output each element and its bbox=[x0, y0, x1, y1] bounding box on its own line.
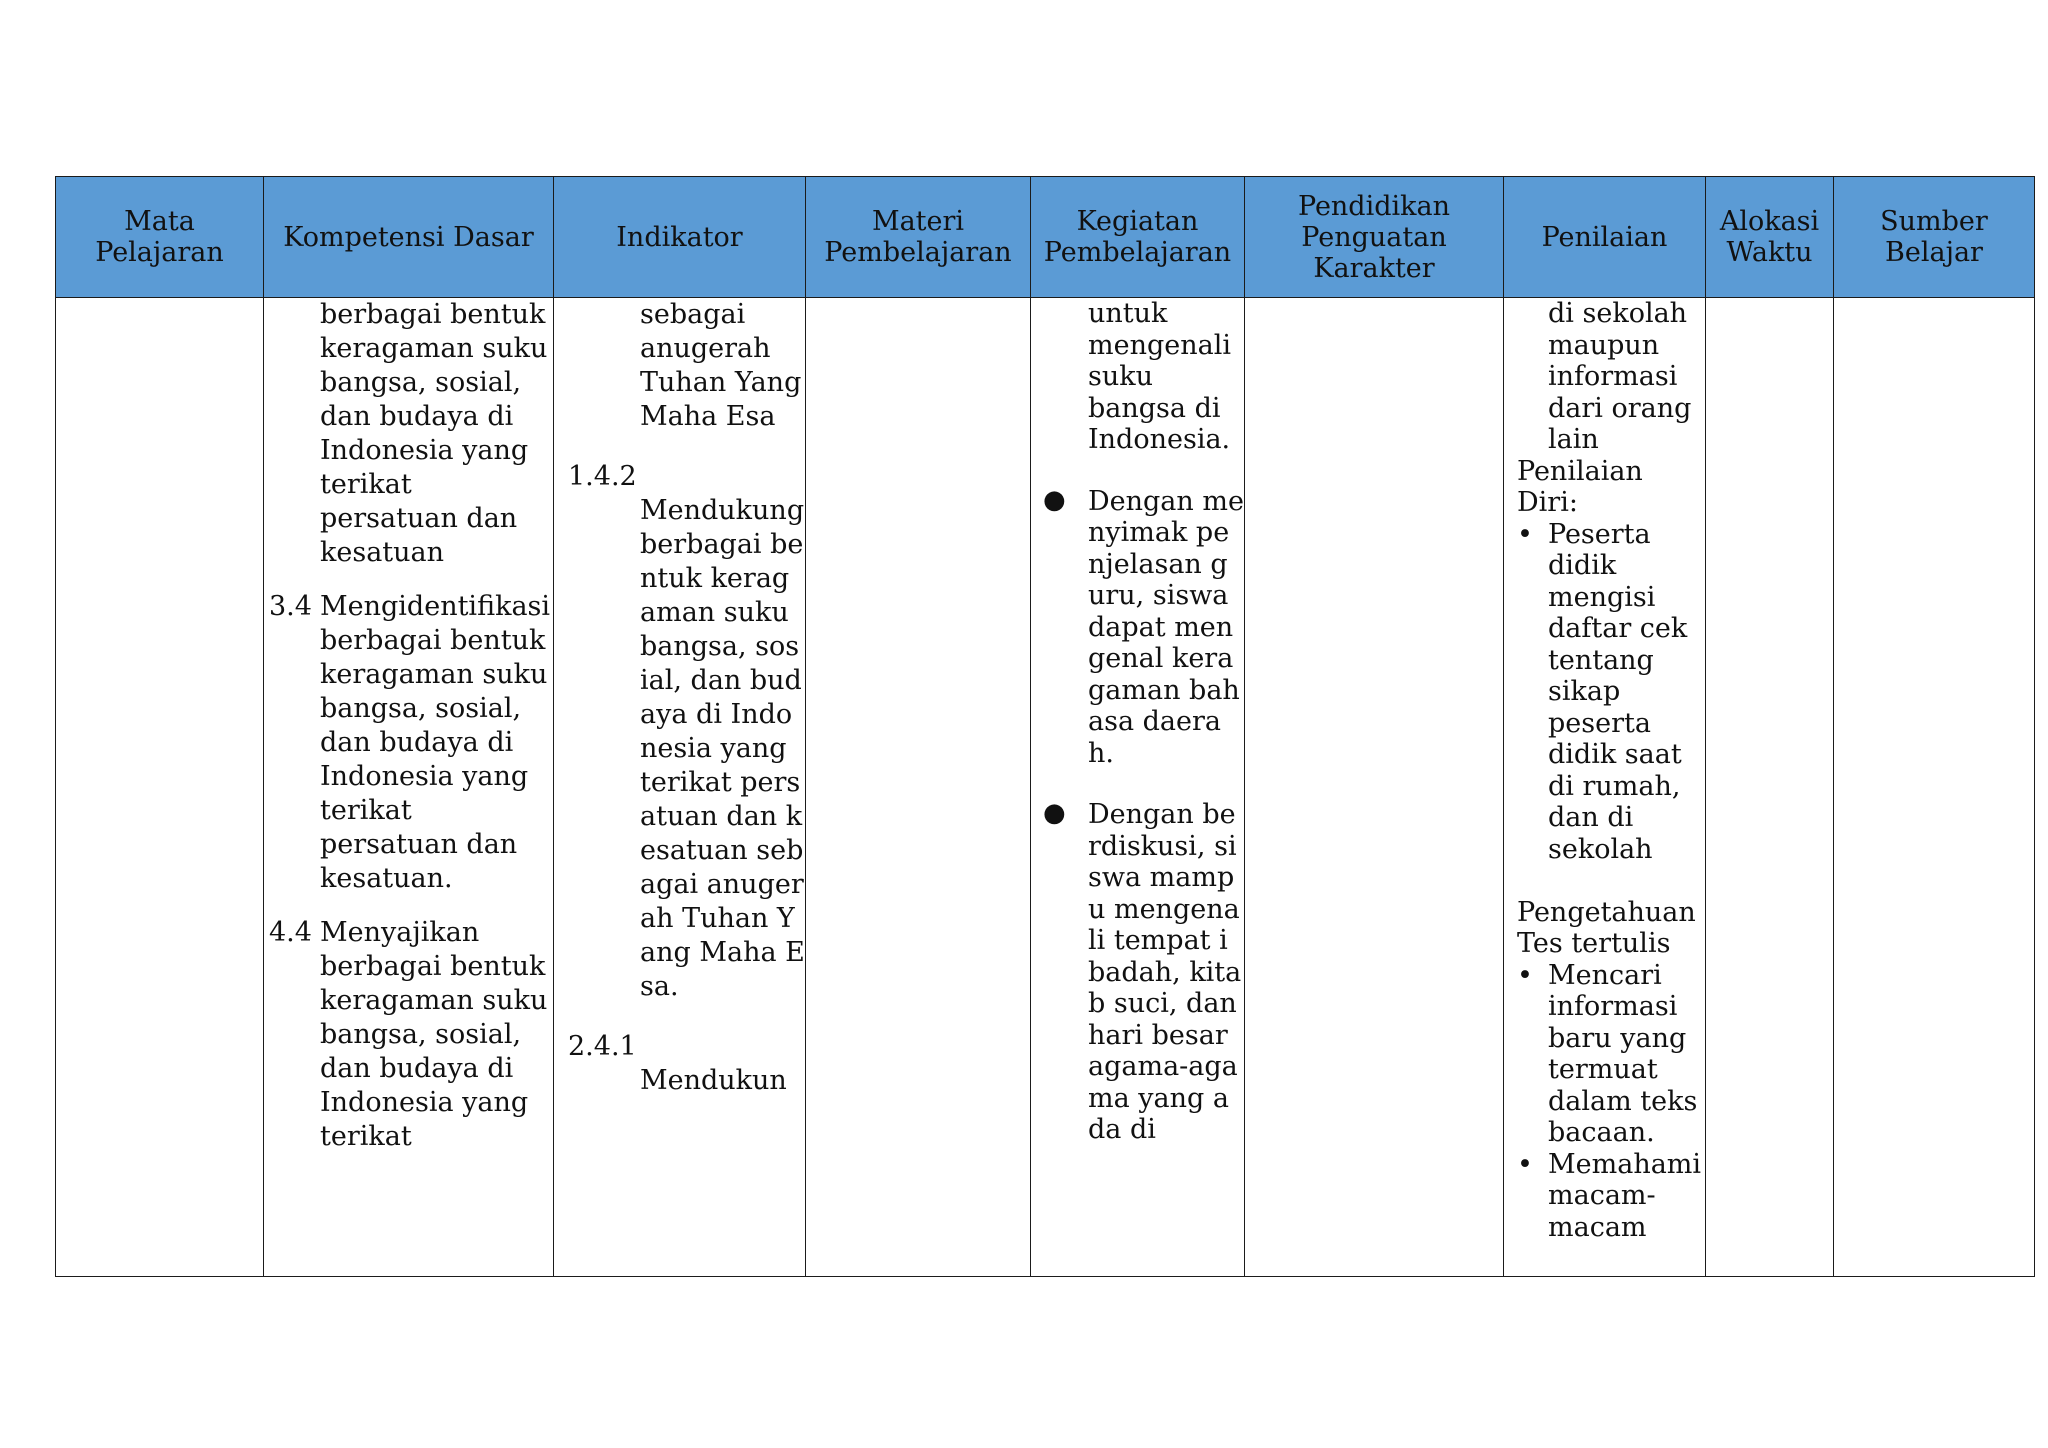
header-sumber-belajar: Sumber Belajar bbox=[1834, 177, 2035, 298]
kd-item bbox=[264, 916, 553, 1154]
indikator-text: Mendukung berbagai bentuk keragaman suku bangsa, sosial, dan budaya di Indonesia yang terikat persatuan dan kesatuan sebagai anugerah Tuhan Yang Maha Esa. bbox=[640, 495, 805, 1002]
kegiatan-text: Dengan menyimak penjelasan guru, siswa dapat mengenal keragaman bahasa daerah. bbox=[1088, 485, 1244, 769]
bullet-icon: • bbox=[1517, 1148, 1533, 1180]
bullet-icon: ● bbox=[1043, 798, 1066, 828]
header-materi-pembelajaran: Materi Pembelajaran bbox=[806, 177, 1031, 298]
header-mata-pelajaran: Mata Pelajaran bbox=[56, 177, 264, 298]
kegiatan-text: Dengan berdiskusi, siswa mampu mengenali tempat ibadah, kitab suci, dan hari besar agama-agama yang ada di bbox=[1088, 799, 1242, 1145]
bullet-icon: • bbox=[1517, 518, 1533, 550]
header-penilaian: Penilaian bbox=[1504, 177, 1706, 298]
penilaian-diri-title: Penilaian Diri: bbox=[1517, 455, 1643, 518]
bullet-icon: • bbox=[1517, 959, 1533, 991]
indikator-continued-text: sebagai anugerah Tuhan Yang Maha Esa bbox=[640, 299, 802, 432]
cell-indikator bbox=[554, 298, 806, 1277]
indikator-number: 1.4.2 bbox=[568, 461, 637, 492]
header-kegiatan-pembelajaran: Kegiatan Pembelajaran bbox=[1031, 177, 1245, 298]
kd-continued-text: berbagai bentuk keragaman suku bangsa, sosial, dan budaya di Indonesia yang terikat persatuan dan kesatuan bbox=[320, 299, 548, 568]
cell-mata-pelajaran bbox=[56, 298, 264, 1277]
kd-number: 3.4 bbox=[269, 591, 312, 622]
cell-penilaian bbox=[1504, 298, 1706, 1277]
kd-text: Menyajikan berbagai bentuk keragaman suku bangsa, sosial, dan budaya di Indonesia yang terikat bbox=[320, 917, 548, 1152]
indikator-number: 2.4.1 bbox=[568, 1031, 637, 1062]
penilaian-tes-item bbox=[1517, 960, 1705, 1149]
header-row bbox=[56, 177, 2035, 298]
cell-kompetensi-dasar bbox=[264, 298, 554, 1277]
kd-item bbox=[264, 590, 553, 896]
penilaian-diri-text: Peserta didik mengisi daftar cek tentang sikap peserta didik saat di rumah, dan di sekolah bbox=[1548, 518, 1688, 865]
header-indikator: Indikator bbox=[554, 177, 806, 298]
rpp-table bbox=[55, 176, 2035, 1277]
indikator-text: Mendukun bbox=[640, 1065, 787, 1096]
indikator-item bbox=[554, 1030, 805, 1098]
penilaian-tes-text: Mencari informasi baru yang termuat dalam teks bacaan. bbox=[1548, 959, 1698, 1148]
cell-kegiatan-pembelajaran bbox=[1031, 298, 1245, 1277]
cell-alokasi-waktu bbox=[1706, 298, 1834, 1277]
kegiatan-item bbox=[1031, 486, 1244, 770]
penilaian-continued-text: di sekolah maupun informasi dari orang lain bbox=[1548, 298, 1692, 455]
penilaian-tes-item bbox=[1517, 1149, 1705, 1244]
penilaian-tes-title: Tes tertulis bbox=[1517, 928, 1671, 959]
indikator-item bbox=[554, 460, 805, 1004]
kegiatan-continued-text: untuk mengenali suku bangsa di Indonesia. bbox=[1088, 298, 1231, 455]
cell-materi-pembelajaran bbox=[806, 298, 1031, 1277]
bullet-icon: ● bbox=[1043, 484, 1066, 515]
table-row bbox=[56, 298, 2035, 1277]
penilaian-pengetahuan-title: Pengetahuan bbox=[1517, 896, 1696, 928]
cell-pendidikan-penguatan-karakter bbox=[1245, 298, 1504, 1277]
header-kompetensi-dasar: Kompetensi Dasar bbox=[264, 177, 554, 298]
header-alokasi-waktu: Alokasi Waktu bbox=[1706, 177, 1834, 298]
kd-number: 4.4 bbox=[269, 917, 312, 948]
cell-sumber-belajar bbox=[1834, 298, 2035, 1277]
header-pendidikan-penguatan-karakter: Pendidikan Penguatan Karakter bbox=[1245, 177, 1504, 298]
penilaian-diri-item bbox=[1517, 519, 1705, 866]
kegiatan-item bbox=[1031, 799, 1244, 1146]
penilaian-tes-text: Memahami macam-macam bbox=[1548, 1148, 1702, 1243]
kd-text: Mengidentifikasi berbagai bentuk keragaman suku bangsa, sosial, dan budaya di Indonesia yang terikat persatuan dan kesatuan. bbox=[320, 591, 551, 894]
